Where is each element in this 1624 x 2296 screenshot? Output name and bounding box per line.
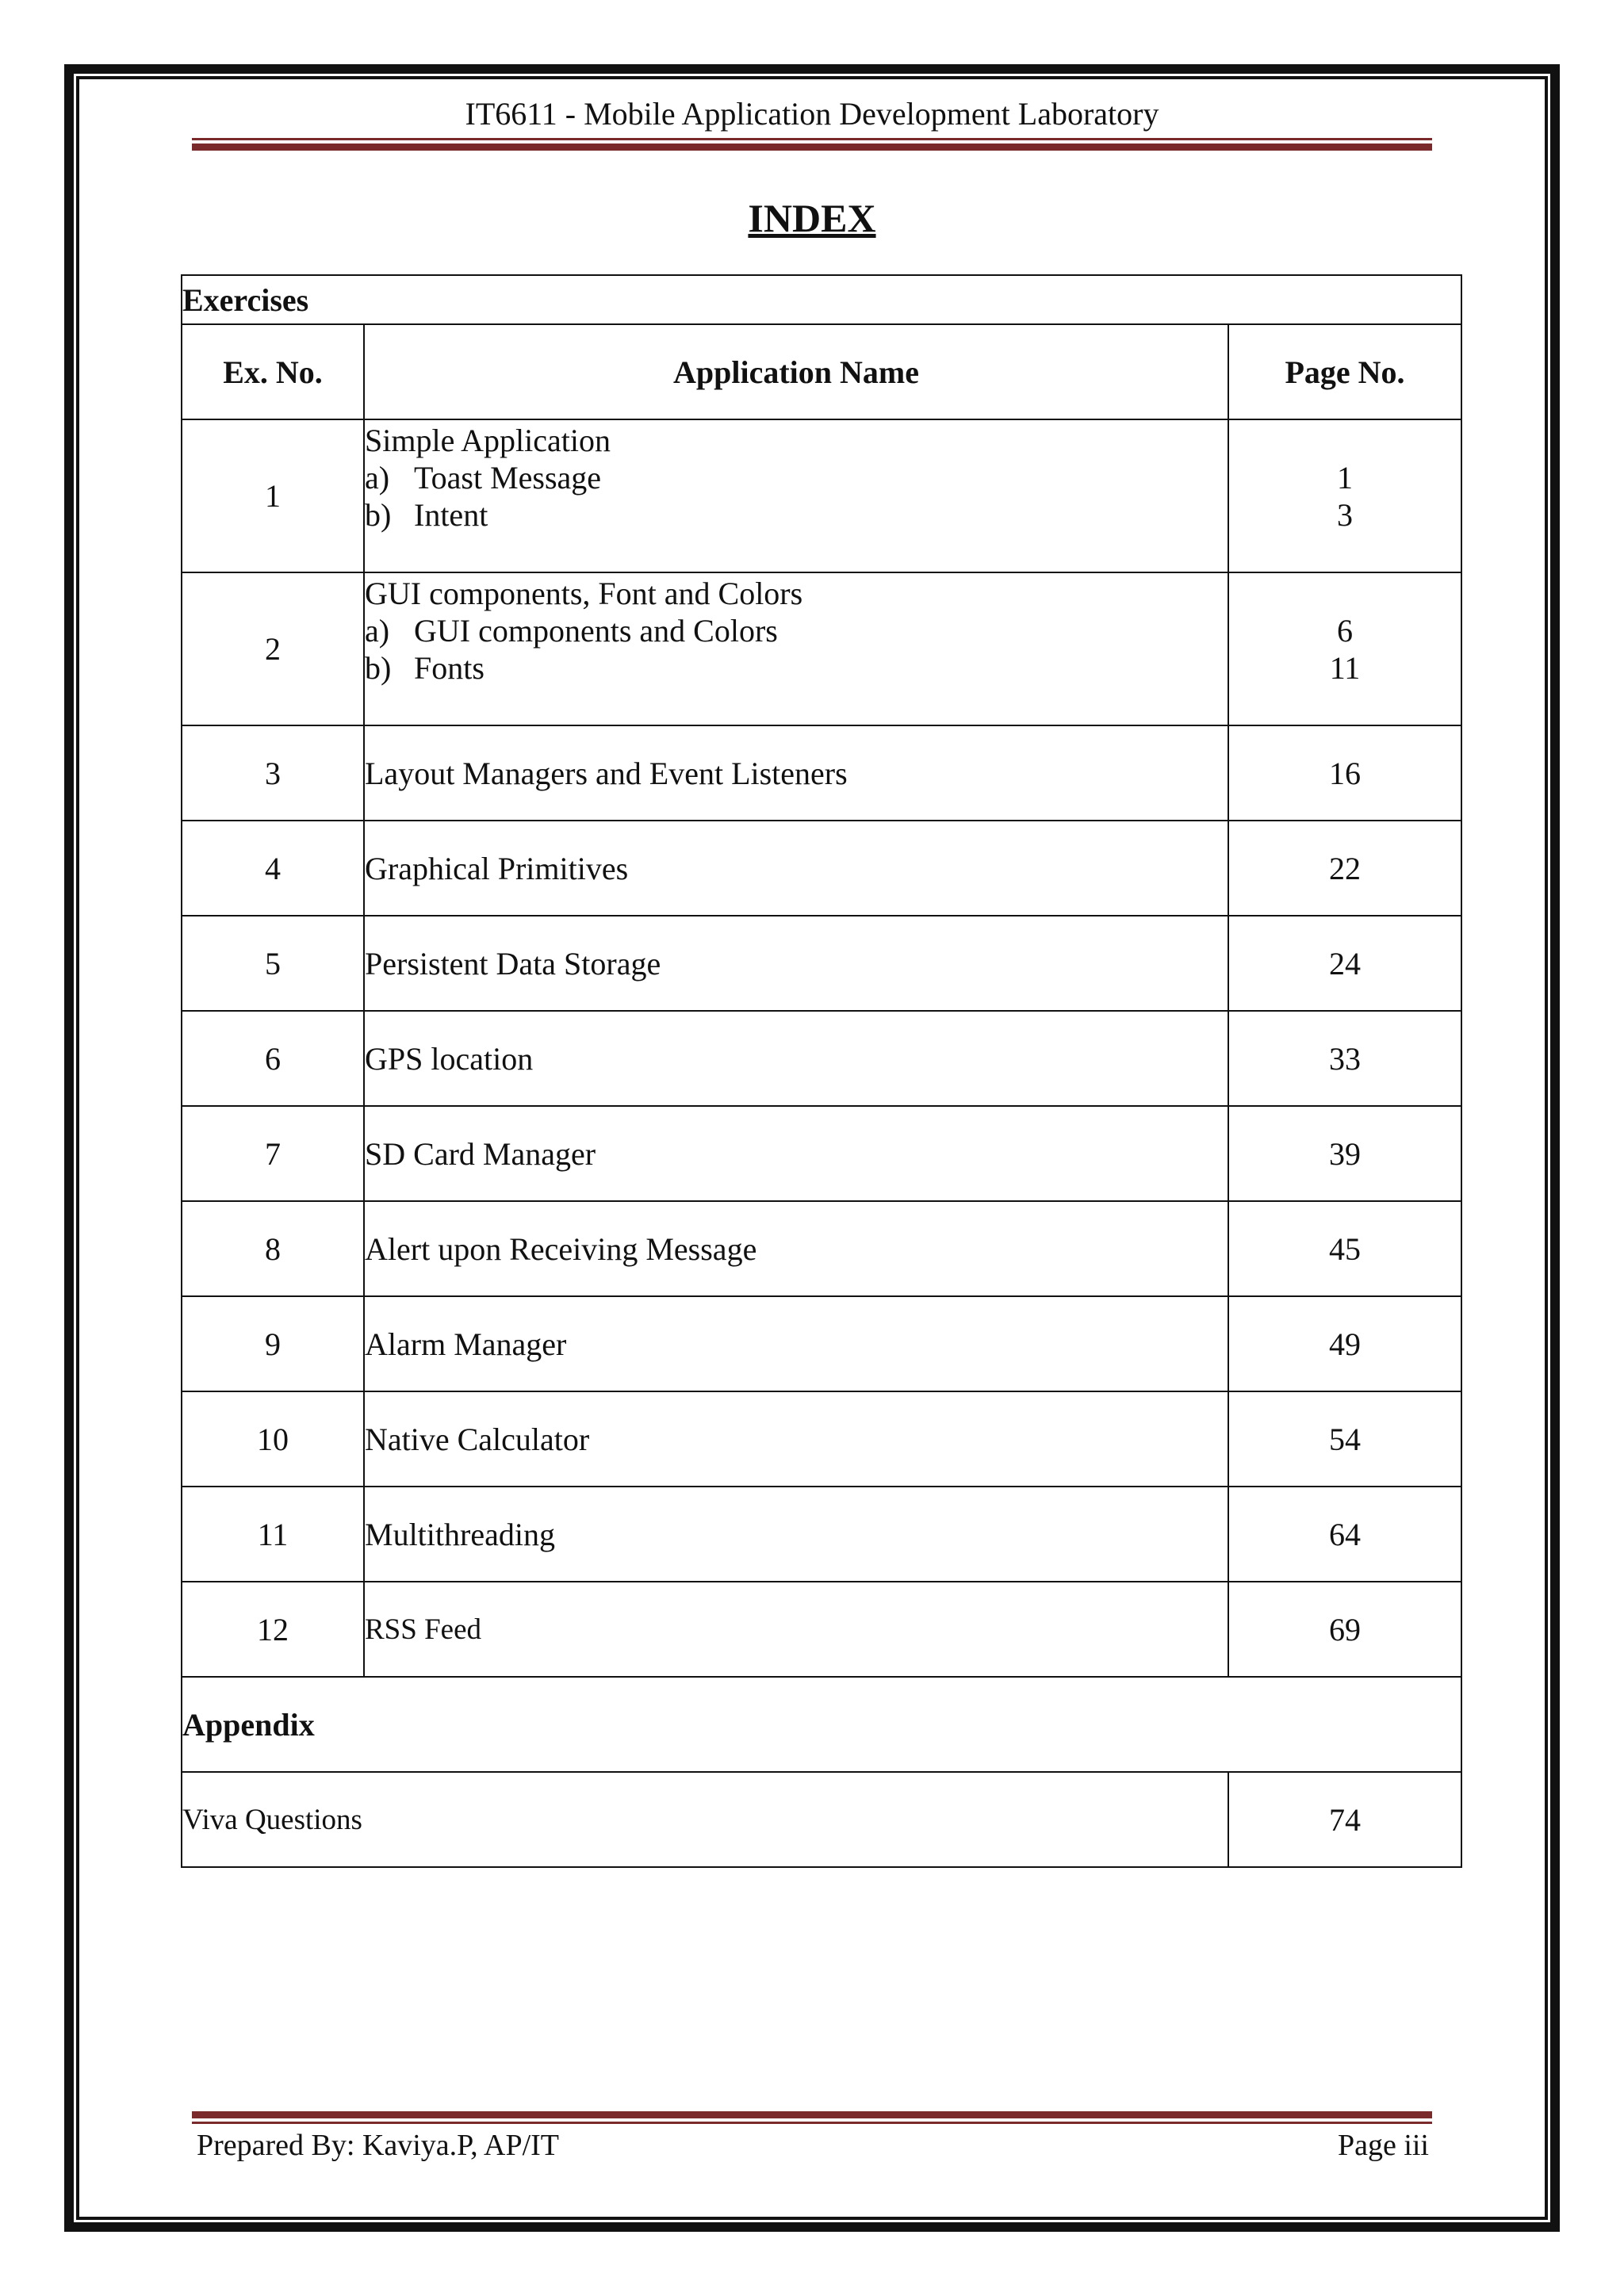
page-no: 16: [1228, 725, 1461, 821]
application-name: Native Calculator: [364, 1391, 1228, 1487]
page-no: 6 11: [1228, 572, 1461, 725]
application-name: [364, 419, 1228, 572]
table-row: [182, 1582, 1461, 1677]
ex-no: 2: [182, 572, 364, 725]
ex-no: 8: [182, 1201, 364, 1296]
application-name: GPS location: [364, 1011, 1228, 1106]
column-header-page-no: Page No.: [1228, 324, 1461, 419]
ex-no: 4: [182, 821, 364, 916]
application-name: Graphical Primitives: [364, 821, 1228, 916]
table-row: [182, 725, 1461, 821]
ex-no: 9: [182, 1296, 364, 1391]
exercises-section-label: Exercises: [182, 275, 1461, 324]
header-rule: [192, 138, 1432, 151]
header-course-title: IT6611 - Mobile Application Development Laboratory: [465, 96, 1159, 132]
application-title: GUI components, Font and Colors: [365, 576, 803, 611]
ex-no: 10: [182, 1391, 364, 1487]
appendix-item-name: Viva Questions: [182, 1772, 1228, 1867]
page-no: 74: [1228, 1772, 1461, 1867]
page-no: 45: [1228, 1201, 1461, 1296]
ex-no: 6: [182, 1011, 364, 1106]
column-header-application-name: Application Name: [364, 324, 1228, 419]
ex-no: 3: [182, 725, 364, 821]
sub-item: a) GUI components and Colors: [365, 613, 778, 649]
table-row: [182, 1106, 1461, 1201]
index-table: [181, 274, 1462, 1868]
ex-no: 12: [182, 1582, 364, 1677]
ex-no: 7: [182, 1106, 364, 1201]
table-row: [182, 1201, 1461, 1296]
application-name: Alarm Manager: [364, 1296, 1228, 1391]
table-row: [182, 1772, 1461, 1867]
application-name: SD Card Manager: [364, 1106, 1228, 1201]
table-row: [182, 1296, 1461, 1391]
table-row: [182, 419, 1461, 572]
application-name: Multithreading: [364, 1487, 1228, 1582]
page-no: 1 3: [1228, 419, 1461, 572]
page-no: 49: [1228, 1296, 1461, 1391]
table-row: [182, 572, 1461, 725]
application-name: Layout Managers and Event Listeners: [364, 725, 1228, 821]
appendix-section-label: Appendix: [182, 1677, 1461, 1772]
footer-page-number: Page iii: [1337, 2129, 1429, 2162]
table-row: [182, 916, 1461, 1011]
table-row: [182, 1011, 1461, 1106]
page-no: 69: [1228, 1582, 1461, 1677]
page-no: 54: [1228, 1391, 1461, 1487]
page-no: 64: [1228, 1487, 1461, 1582]
application-name: Alert upon Receiving Message: [364, 1201, 1228, 1296]
table-row: [182, 821, 1461, 916]
application-title: Simple Application: [365, 423, 611, 458]
page-no: 22: [1228, 821, 1461, 916]
page-no: 24: [1228, 916, 1461, 1011]
page-no: 39: [1228, 1106, 1461, 1201]
footer-rule: [192, 2111, 1432, 2124]
table-row: [182, 1391, 1461, 1487]
column-header-ex-no: Ex. No.: [182, 324, 364, 419]
sub-item: b) Fonts: [365, 650, 485, 686]
ex-no: 5: [182, 916, 364, 1011]
application-name: [364, 572, 1228, 725]
sub-item: b) Intent: [365, 497, 488, 533]
ex-no: 1: [182, 419, 364, 572]
sub-item: a) Toast Message: [365, 460, 602, 496]
page-title: INDEX: [748, 196, 876, 240]
application-name: RSS Feed: [364, 1582, 1228, 1677]
ex-no: 11: [182, 1487, 364, 1582]
table-row: [182, 1487, 1461, 1582]
page-no: 33: [1228, 1011, 1461, 1106]
application-name: Persistent Data Storage: [364, 916, 1228, 1011]
footer-prepared-by: Prepared By: Kaviya.P, AP/IT: [197, 2129, 560, 2162]
